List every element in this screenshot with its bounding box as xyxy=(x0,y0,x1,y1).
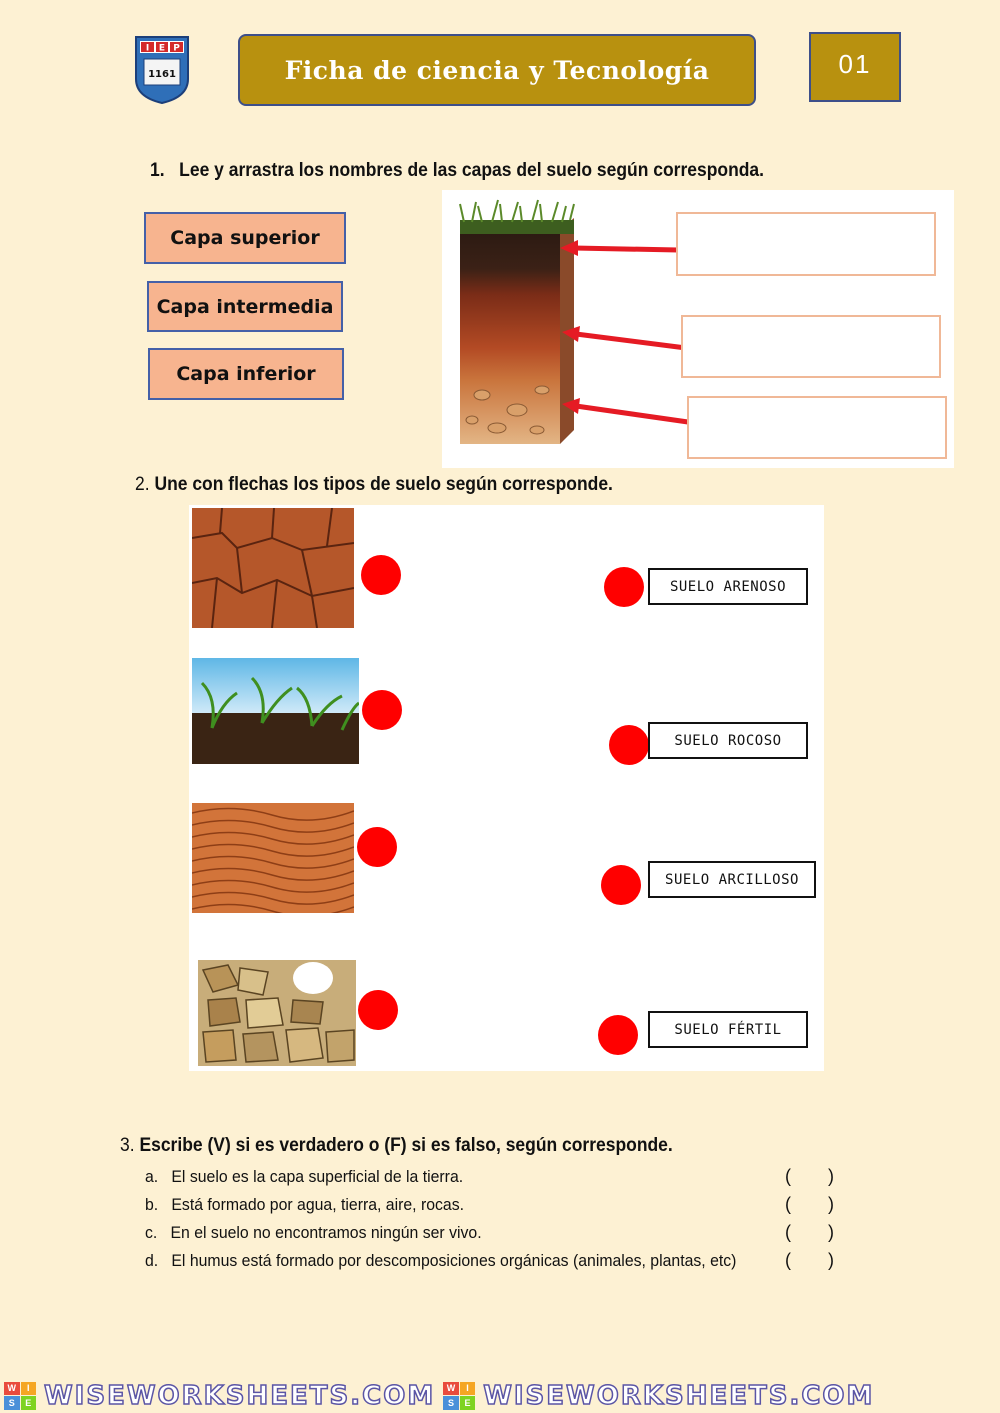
answer-open-b: ( xyxy=(785,1194,791,1214)
fertile-soil-image xyxy=(192,658,359,764)
answer-open-a: ( xyxy=(785,1166,791,1186)
statement-c xyxy=(145,1223,482,1243)
logo-tile: W xyxy=(443,1382,459,1396)
right-dot-2[interactable] xyxy=(609,725,649,765)
statement-d xyxy=(145,1251,736,1271)
logo-tile: E xyxy=(460,1396,476,1410)
section3-heading xyxy=(120,1135,673,1157)
section3-instruction: Escribe (V) si es verdadero o (F) si es falso, según corresponde. xyxy=(139,1135,673,1156)
chip-capa-inferior[interactable]: Capa inferior xyxy=(148,348,344,400)
chip-capa-superior[interactable]: Capa superior xyxy=(144,212,346,264)
logo-letter-e: E xyxy=(158,43,166,54)
label-suelo-fertil: SUELO FÉRTIL xyxy=(648,1011,808,1048)
statement-letter: b. xyxy=(145,1195,159,1214)
answer-input-c[interactable] xyxy=(796,1222,824,1246)
statement-text: En el suelo no encontramos ningún ser vivo. xyxy=(170,1223,482,1242)
arrow-bottom xyxy=(576,406,688,422)
section2-heading xyxy=(135,474,613,496)
section1-instruction: Lee y arrastra los nombres de las capas del suelo según corresponda. xyxy=(179,160,765,181)
answer-close-d: ) xyxy=(828,1250,834,1270)
statement-letter: d. xyxy=(145,1251,159,1270)
arrow-top xyxy=(574,248,678,250)
logo-letter-i: I xyxy=(145,43,150,54)
footer-brand-1: WISEWORKSHEETS.COM xyxy=(44,1380,436,1411)
drop-box-middle[interactable] xyxy=(681,315,941,378)
wiseworksheets-logo-icon xyxy=(443,1382,475,1410)
answer-close-b: ) xyxy=(828,1194,834,1214)
sandy-soil-image xyxy=(192,803,354,913)
logo-tile: S xyxy=(4,1396,20,1410)
answer-input-d[interactable] xyxy=(796,1250,824,1274)
arrow-middle xyxy=(576,334,686,348)
rocky-soil-image xyxy=(198,960,356,1066)
answer-open-d: ( xyxy=(785,1250,791,1270)
label-suelo-rocoso: SUELO ROCOSO xyxy=(648,722,808,759)
logo-letter-p: P xyxy=(173,43,180,54)
section2-instruction: Une con flechas los tipos de suelo según corresponde. xyxy=(154,474,613,495)
drop-box-top[interactable] xyxy=(676,212,936,276)
soil-layers-panel xyxy=(442,190,954,468)
statement-text: El humus está formado por descomposiciones orgánicas (animales, plantas, etc) xyxy=(171,1251,737,1270)
statement-text: El suelo es la capa superficial de la tierra. xyxy=(171,1167,464,1186)
footer-watermark xyxy=(0,1378,1000,1413)
right-dot-4[interactable] xyxy=(598,1015,638,1055)
left-dot-1[interactable] xyxy=(361,555,401,595)
right-dot-1[interactable] xyxy=(604,567,644,607)
chip-capa-intermedia[interactable]: Capa intermedia xyxy=(147,281,343,332)
footer-brand-2: WISEWORKSHEETS.COM xyxy=(483,1380,875,1411)
drop-box-bottom[interactable] xyxy=(687,396,947,459)
school-logo xyxy=(132,33,192,105)
section3-number: 3. xyxy=(120,1135,135,1156)
worksheet-number: 01 xyxy=(809,32,901,102)
statement-b xyxy=(145,1195,464,1215)
statement-letter: c. xyxy=(145,1223,158,1242)
section1-number: 1. xyxy=(150,160,165,181)
answer-close-c: ) xyxy=(828,1222,834,1242)
answer-open-c: ( xyxy=(785,1222,791,1242)
statement-letter: a. xyxy=(145,1167,159,1186)
left-dot-2[interactable] xyxy=(362,690,402,730)
answer-input-b[interactable] xyxy=(796,1194,824,1218)
right-dot-3[interactable] xyxy=(601,865,641,905)
worksheet-title: Ficha de ciencia y Tecnología xyxy=(238,34,756,106)
logo-tile: W xyxy=(4,1382,20,1396)
logo-year: 1161 xyxy=(148,69,176,80)
logo-tile: S xyxy=(443,1396,459,1410)
statement-text: Está formado por agua, tierra, aire, rocas. xyxy=(171,1195,465,1214)
logo-tile: E xyxy=(21,1396,37,1410)
label-suelo-arcilloso: SUELO ARCILLOSO xyxy=(648,861,816,898)
logo-tile: I xyxy=(21,1382,37,1396)
answer-close-a: ) xyxy=(828,1166,834,1186)
label-suelo-arenoso: SUELO ARENOSO xyxy=(648,568,808,605)
section2-number: 2. xyxy=(135,474,150,495)
logo-tile: I xyxy=(460,1382,476,1396)
answer-input-a[interactable] xyxy=(796,1166,824,1190)
wiseworksheets-logo-icon xyxy=(4,1382,36,1410)
statement-a xyxy=(145,1167,463,1187)
clay-soil-image xyxy=(192,508,354,628)
left-dot-3[interactable] xyxy=(357,827,397,867)
left-dot-4[interactable] xyxy=(358,990,398,1030)
soil-matching-panel xyxy=(189,505,824,1071)
section1-heading xyxy=(150,160,764,182)
